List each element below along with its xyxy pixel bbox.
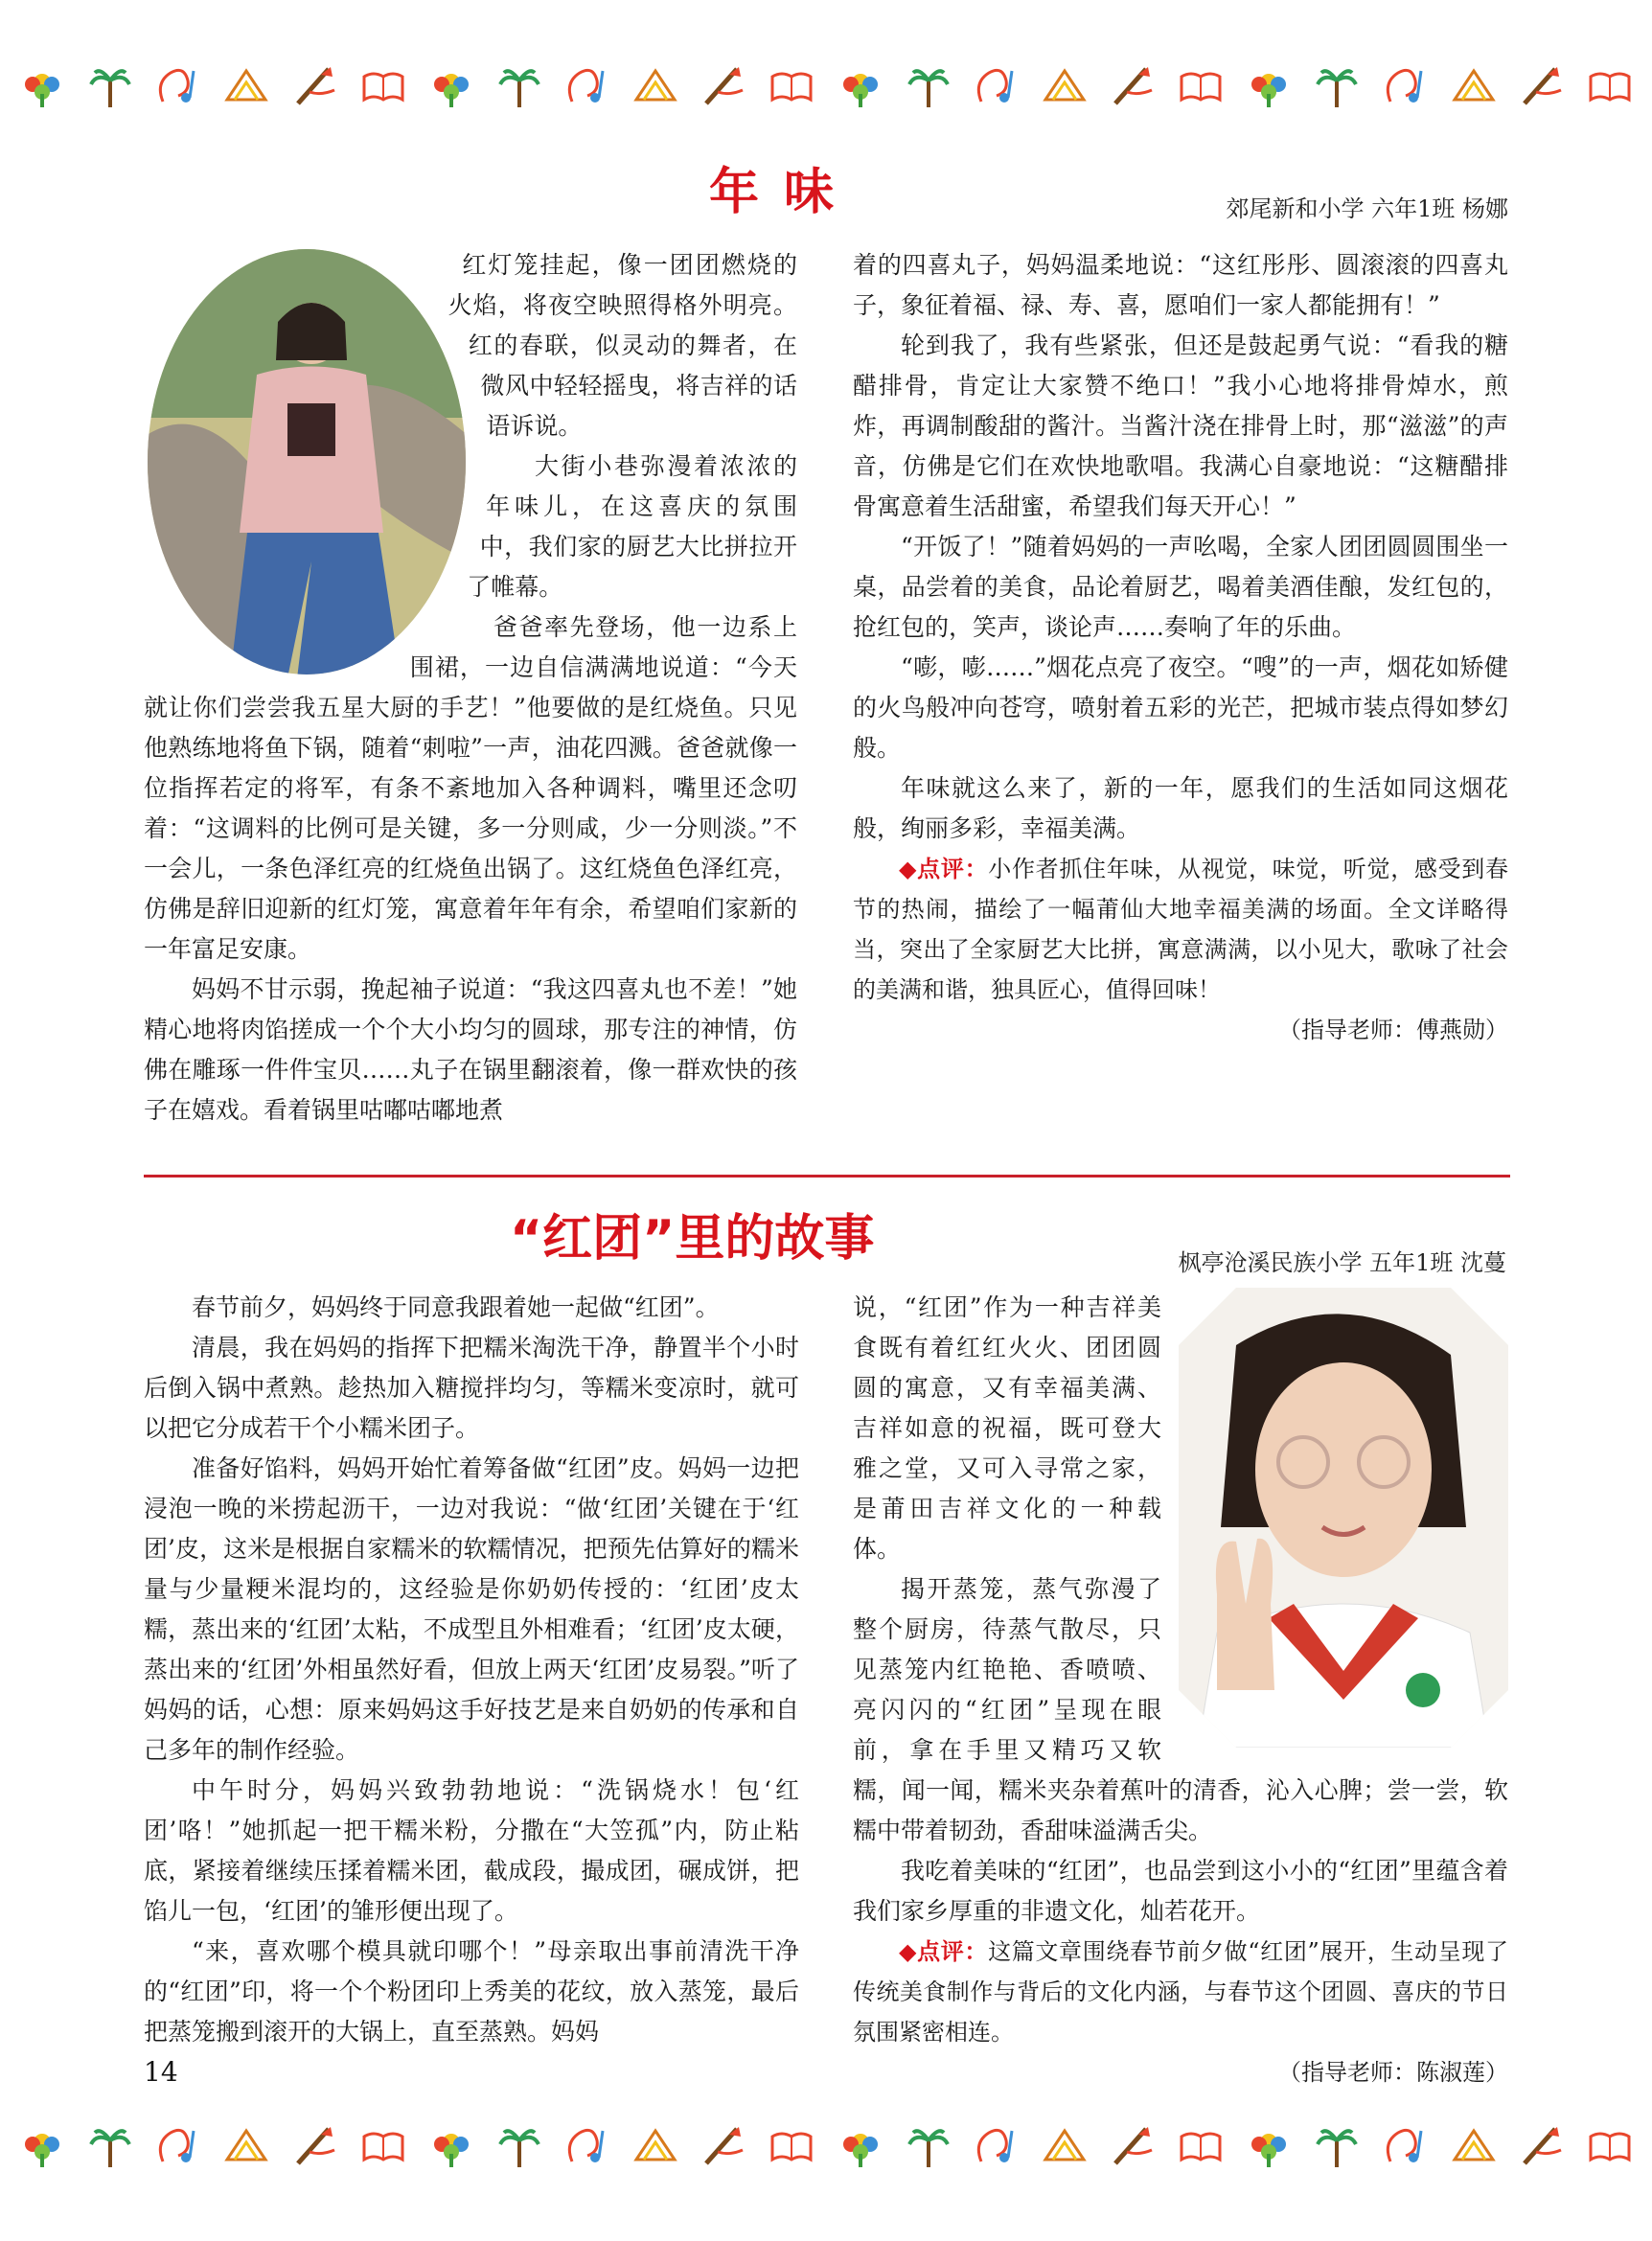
article2-left-text	[144, 1288, 799, 2052]
paragraph: “嘭，嘭……”烟花点亮了夜空。“嗖”的一声，烟花如矫健的火鸟般冲向苍穹，喷射着五彩的光芒，把城市装点得如梦幻般。	[853, 653, 1508, 762]
ornament-icon	[1110, 2123, 1156, 2169]
ornament-icon	[1519, 63, 1565, 109]
ornament-icon	[1383, 2123, 1429, 2169]
article2-right-column	[853, 1288, 1508, 2092]
ornament-icon	[837, 63, 883, 109]
article1-byline: 郊尾新和小学 六年1班 杨娜	[1226, 195, 1508, 222]
paragraph: 着的四喜丸子，妈妈温柔地说：“这红彤彤、圆滚滚的四喜丸子，象征着福、禄、寿、喜，愿咱们一家人都能拥有！”	[853, 251, 1508, 319]
ornament-icon	[1587, 63, 1633, 109]
ornament-icon	[974, 63, 1020, 109]
article1-photo	[144, 245, 470, 678]
decorative-border-top	[19, 48, 1633, 125]
paragraph: 揭开蒸笼，蒸气弥漫了整个厨房，待蒸气散尽，只见蒸笼内红艳艳、香喷喷、亮闪闪的“红团”呈现在眼前，拿在手里又精巧又软糯，闻一闻，糯米夹杂着蕉叶的清香，沁入心脾；尝一尝，软糯中带着韧劲，香甜味溢满舌尖。	[853, 1575, 1508, 1844]
paragraph: 年味就这么来了，新的一年，愿我们的生活如同这烟花般，绚丽多彩，幸福美满。	[853, 774, 1508, 842]
ornament-icon	[360, 2123, 406, 2169]
ornament-icon	[360, 63, 406, 109]
article2-title: “红团”里的故事	[510, 1210, 875, 1268]
paragraph: “开饭了！”随着妈妈的一声吆喝，全家人团团圆圆围坐一桌，品尝着的美食，品论着厨艺，喝着美酒佳酿，发红包的，抢红包的，笑声，谈论声……奏响了年的乐曲。	[853, 533, 1508, 641]
ornament-icon	[564, 2123, 610, 2169]
paragraph: 清晨，我在妈妈的指挥下把糯米淘洗干净，静置半个小时后倒入锅中煮熟。趁热加入糖搅拌均匀，等糯米变凉时，就可以把它分成若干个小糯米团子。	[144, 1334, 799, 1442]
paragraph: 轮到我了，我有些紧张，但还是鼓起勇气说：“看我的糖醋排骨，肯定让大家赞不绝口！”我小心地将排骨焯水，煎炸，再调制酸甜的酱汁。当酱汁浇在排骨上时，那“滋滋”的声音，仿佛是它们在欢快地歌唱。我满心自豪地说：“这糖醋排骨寓意着生活甜蜜，希望我们每天开心！”	[853, 332, 1508, 520]
paragraph: 红灯笼挂起，像一团团燃烧的火焰，将夜空映照得格外明亮。红的春联，似灵动的舞者，在微风中轻轻摇曳，将吉祥的话语诉说。	[447, 251, 797, 440]
article1-comment-text: 小作者抓住年味，从视觉，味觉，听觉，感受到春节的热闹，描绘了一幅莆仙大地幸福美满的场面。全文详略得当，突出了全家厨艺大比拼，寓意满满，以小见大，歌咏了社会的美满和谐，独具匠心，值得回味！	[853, 856, 1509, 1003]
ornament-icon	[19, 63, 65, 109]
paragraph: 准备好馅料，妈妈开始忙着筹备做“红团”皮。妈妈一边把浸泡一晚的米捞起沥干，一边对我说：“做‘红团’关键在于‘红团’皮，这米是根据自家糯米的软糯情况，把预先估算好的糯米量与少量粳米混均的，这经验是你奶奶传授的：‘红团’皮太糯，蒸出来的‘红团’太粘，不成型且外相难看；‘红团’皮太硬，蒸出来的‘红团’外相虽然好看，但放上两天‘红团’皮易裂。”听了妈妈的话，心想：原来妈妈这手好技艺是来自奶奶的传承和自己多年的制作经验。	[144, 1454, 799, 1764]
ornament-icon	[974, 2123, 1020, 2169]
article1-right-column	[853, 245, 1508, 1050]
diamond-icon: ◆	[899, 1938, 918, 1965]
ornament-icon	[700, 2123, 746, 2169]
paragraph: 中午时分，妈妈兴致勃勃地说：“洗锅烧水！包‘红团’咯！”她抓起一把干糯米粉，分撒在“大笠孤”内，防止粘底，紧接着继续压揉着糯米团，截成段，撮成团，碾成饼，把馅儿一包，‘红团’的雏形便出现了。	[144, 1776, 799, 1925]
article2-left-column	[144, 1288, 799, 2052]
ornament-icon	[292, 63, 338, 109]
paragraph: 爸爸率先登场，他一边系上围裙，一边自信满满地说道：“今天就让你们尝尝我五星大厨的手艺！”他要做的是红烧鱼。只见他熟练地将鱼下锅，随着“刺啦”一声，油花四溅。爸爸就像一位指挥若定的将军，有条不紊地加入各种调料，嘴里还念叨着：“这调料的比例可是关键，多一分则咸，少一分则淡。”不一会儿，一条色泽红亮的红烧鱼出锅了。这红烧鱼色泽红亮，仿佛是辞旧迎新的红灯笼，寓意着年年有余，希望咱们家新的一年富足安康。	[144, 613, 797, 963]
article2-byline: 枫亭沧溪民族小学 五年1班 沈蔓	[1178, 1249, 1506, 1276]
article-divider	[144, 1175, 1510, 1178]
decorative-border-bottom	[19, 2108, 1633, 2184]
ornament-icon	[1042, 2123, 1088, 2169]
ornament-icon	[496, 63, 542, 109]
ornament-icon	[1314, 63, 1360, 109]
article1-advisor: （指导老师：傅燕勋）	[1278, 1017, 1508, 1043]
paragraph: 说，“红团”作为一种吉祥美食既有着红红火火、团团圆圆的寓意，又有幸福美满、吉祥如意的祝福，既可登大雅之堂，又可入寻常之家，是莆田吉祥文化的一种载体。	[853, 1293, 1161, 1563]
page-number: 14	[144, 2056, 178, 2088]
ornament-icon	[1246, 63, 1292, 109]
ornament-icon	[700, 63, 746, 109]
ornament-icon	[837, 2123, 883, 2169]
ornament-icon	[1383, 63, 1429, 109]
ornament-icon	[1178, 63, 1224, 109]
article1-title: 年味	[709, 164, 860, 221]
article1-left-column	[144, 245, 797, 1131]
article2-comment	[853, 1932, 1508, 2052]
diamond-icon: ◆	[899, 856, 918, 882]
ornament-icon	[906, 63, 952, 109]
article2-photo	[1179, 1288, 1508, 1748]
ornament-icon	[19, 2123, 65, 2169]
paragraph: 大街小巷弥漫着浓浓的年味儿，在这喜庆的氛围中，我们家的厨艺大比拼拉开了帷幕。	[467, 452, 797, 601]
ornament-icon	[906, 2123, 952, 2169]
ornament-icon	[564, 63, 610, 109]
ornament-icon	[1519, 2123, 1565, 2169]
ornament-icon	[87, 63, 133, 109]
ornament-icon	[1451, 2123, 1497, 2169]
paragraph: 我吃着美味的“红团”，也品尝到这小小的“红团”里蕴含着我们家乡厚重的非遗文化，灿若花开。	[853, 1857, 1508, 1925]
article1-comment	[853, 849, 1508, 1010]
ornament-icon	[769, 2123, 815, 2169]
ornament-icon	[223, 63, 269, 109]
ornament-icon	[1314, 2123, 1360, 2169]
ornament-icon	[1178, 2123, 1224, 2169]
ornament-icon	[769, 63, 815, 109]
article2-advisor: （指导老师：陈淑莲）	[1278, 2059, 1508, 2086]
article1-comment-label: 点评：	[917, 855, 989, 882]
ornament-icon	[1587, 2123, 1633, 2169]
article1-right-text	[853, 245, 1508, 849]
ornament-icon	[496, 2123, 542, 2169]
ornament-icon	[1110, 63, 1156, 109]
ornament-icon	[155, 63, 201, 109]
ornament-icon	[1246, 2123, 1292, 2169]
paragraph: “来，喜欢哪个模具就印哪个！”母亲取出事前清洗干净的“红团”印，将一个个粉团印上秀美的花纹，放入蒸笼，最后把蒸笼搬到滚开的大锅上，直至蒸熟。妈妈	[144, 1937, 799, 2046]
ornament-icon	[632, 2123, 678, 2169]
ornament-icon	[292, 2123, 338, 2169]
ornament-icon	[87, 2123, 133, 2169]
ornament-icon	[428, 63, 474, 109]
paragraph: 春节前夕，妈妈终于同意我跟着她一起做“红团”。	[192, 1293, 720, 1321]
article2-comment-label: 点评：	[917, 1937, 989, 1965]
paragraph: 妈妈不甘示弱，挽起袖子说道：“我这四喜丸也不差！”她精心地将肉馅搓成一个个大小均匀的圆球，那专注的神情，仿佛在雕琢一件件宝贝……丸子在锅里翻滚着，像一群欢快的孩子在嬉戏。看着锅里咕嘟咕嘟地煮	[144, 975, 797, 1124]
ornament-icon	[223, 2123, 269, 2169]
ornament-icon	[155, 2123, 201, 2169]
ornament-icon	[1451, 63, 1497, 109]
ornament-icon	[632, 63, 678, 109]
ornament-icon	[428, 2123, 474, 2169]
article2-comment-text: 这篇文章围绕春节前夕做“红团”展开，生动呈现了传统美食制作与背后的文化内涵，与春节这个团圆、喜庆的节日氛围紧密相连。	[853, 1938, 1509, 2046]
ornament-icon	[1042, 63, 1088, 109]
